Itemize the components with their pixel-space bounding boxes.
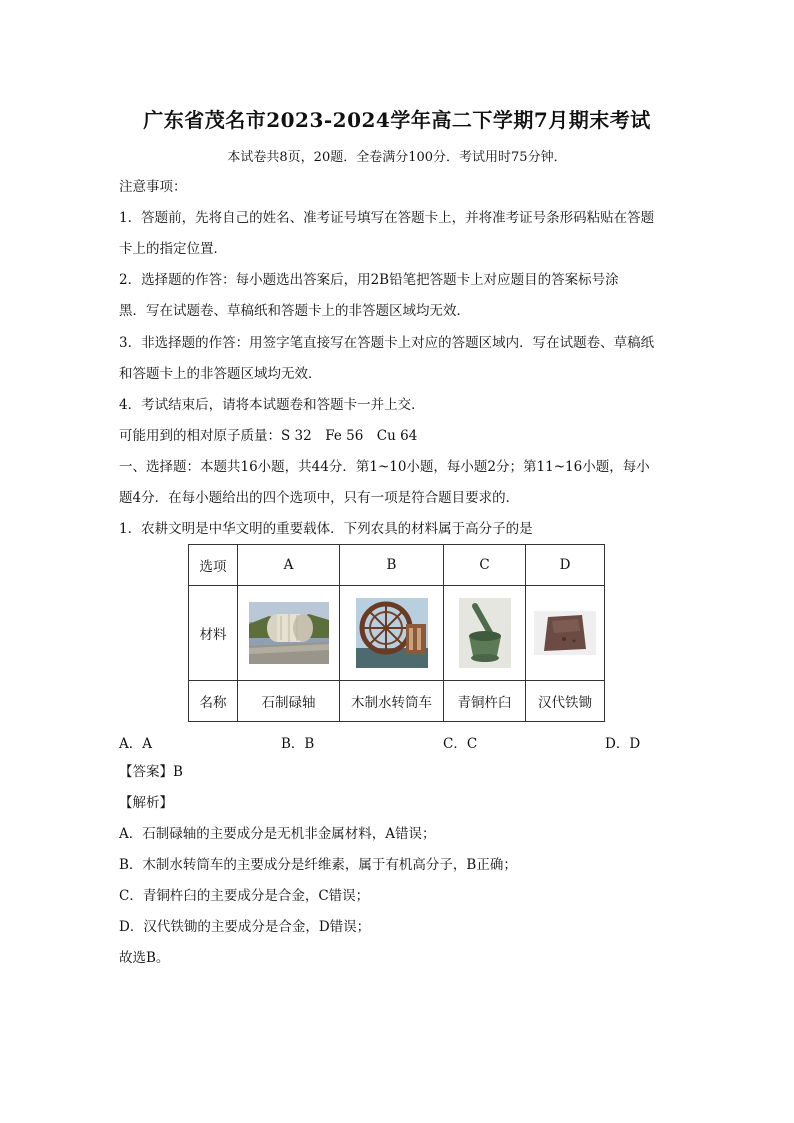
text-line: 3．非选择题的作答：用签字笔直接写在答题卡上对应的答题区域内．写在试题卷、草稿纸 <box>119 335 655 351</box>
notice-heading: 注意事项： <box>119 179 187 195</box>
name-label: 名称 <box>189 681 238 722</box>
water-wheel-image <box>356 598 428 668</box>
text-line: 1．答题前，先将自己的姓名、准考证号填写在答题卡上，并将准考证号条形码粘贴在答题 <box>119 210 655 226</box>
answer-line: 【答案】B <box>119 764 183 780</box>
exam-subtitle: 本试卷共8页，20题．全卷满分100分．考试用时75分钟． <box>227 150 567 165</box>
iron-hoe-image <box>534 611 596 655</box>
text-line: 和答题卡上的非答题区域均无效． <box>119 366 322 382</box>
text-line: 一、选择题：本题共16小题，共44分．第1~10小题，每小题2分；第11~16小题，每小 <box>119 459 650 475</box>
analysis-line: D．汉代铁锄的主要成分是合金，D错误； <box>119 919 371 935</box>
analysis-line: 故选B。 <box>119 950 170 966</box>
analysis-line: B．木制水转筒车的主要成分是纤维素，属于有机高分子，B正确； <box>119 857 517 873</box>
stone-roller-image <box>249 602 329 664</box>
choice-a: A．A <box>119 736 152 752</box>
table-header-row <box>189 545 605 586</box>
table-material-row <box>189 586 605 681</box>
text-line: 4．考试结束后，请将本试题卷和答题卡一并上交． <box>119 397 425 413</box>
choice-b: B．B <box>281 736 315 752</box>
table-header-cell: 选项 <box>189 545 238 586</box>
options-table <box>188 544 605 722</box>
name-cell: 汉代铁锄 <box>526 681 605 722</box>
material-label: 材料 <box>189 586 238 681</box>
analysis-line: A．石制碌轴的主要成分是无机非金属材料，A错误； <box>119 826 436 842</box>
text-line: 卡上的指定位置． <box>119 241 227 257</box>
analysis-line: C．青铜杵臼的主要成分是合金，C错误； <box>119 888 370 904</box>
choice-c: C．C <box>443 736 478 752</box>
text-line: 黑．写在试题卷、草稿纸和答题卡上的非答题区域均无效． <box>119 303 470 319</box>
table-header-cell: D <box>526 545 605 586</box>
name-cell: 青铜杵臼 <box>444 681 526 722</box>
text-line: 题4分．在每小题给出的四个选项中，只有一项是符合题目要求的． <box>119 490 520 506</box>
analysis-heading: 【解析】 <box>119 795 173 811</box>
table-header-cell: B <box>340 545 444 586</box>
table-name-row <box>189 681 605 722</box>
image-cell-b <box>340 586 444 681</box>
exam-title: 广东省茂名市2023-2024学年高二下学期7月期末考试 <box>143 108 651 132</box>
name-cell: 石制碌轴 <box>238 681 340 722</box>
bronze-mortar-image <box>459 598 511 668</box>
image-cell-d <box>526 586 605 681</box>
text-line: 可能用到的相对原子质量：S 32 Fe 56 Cu 64 <box>119 428 418 444</box>
question-1: 1．农耕文明是中华文明的重要载体．下列农具的材料属于高分子的是 <box>119 521 533 537</box>
table-header-cell: C <box>444 545 526 586</box>
text-line: 2．选择题的作答：每小题选出答案后，用2B铅笔把答题卡上对应题目的答案标号涂 <box>119 272 619 288</box>
choice-d: D．D <box>605 736 641 752</box>
name-cell: 木制水转筒车 <box>340 681 444 722</box>
table-header-cell: A <box>238 545 340 586</box>
image-cell-a <box>238 586 340 681</box>
image-cell-c <box>444 586 526 681</box>
